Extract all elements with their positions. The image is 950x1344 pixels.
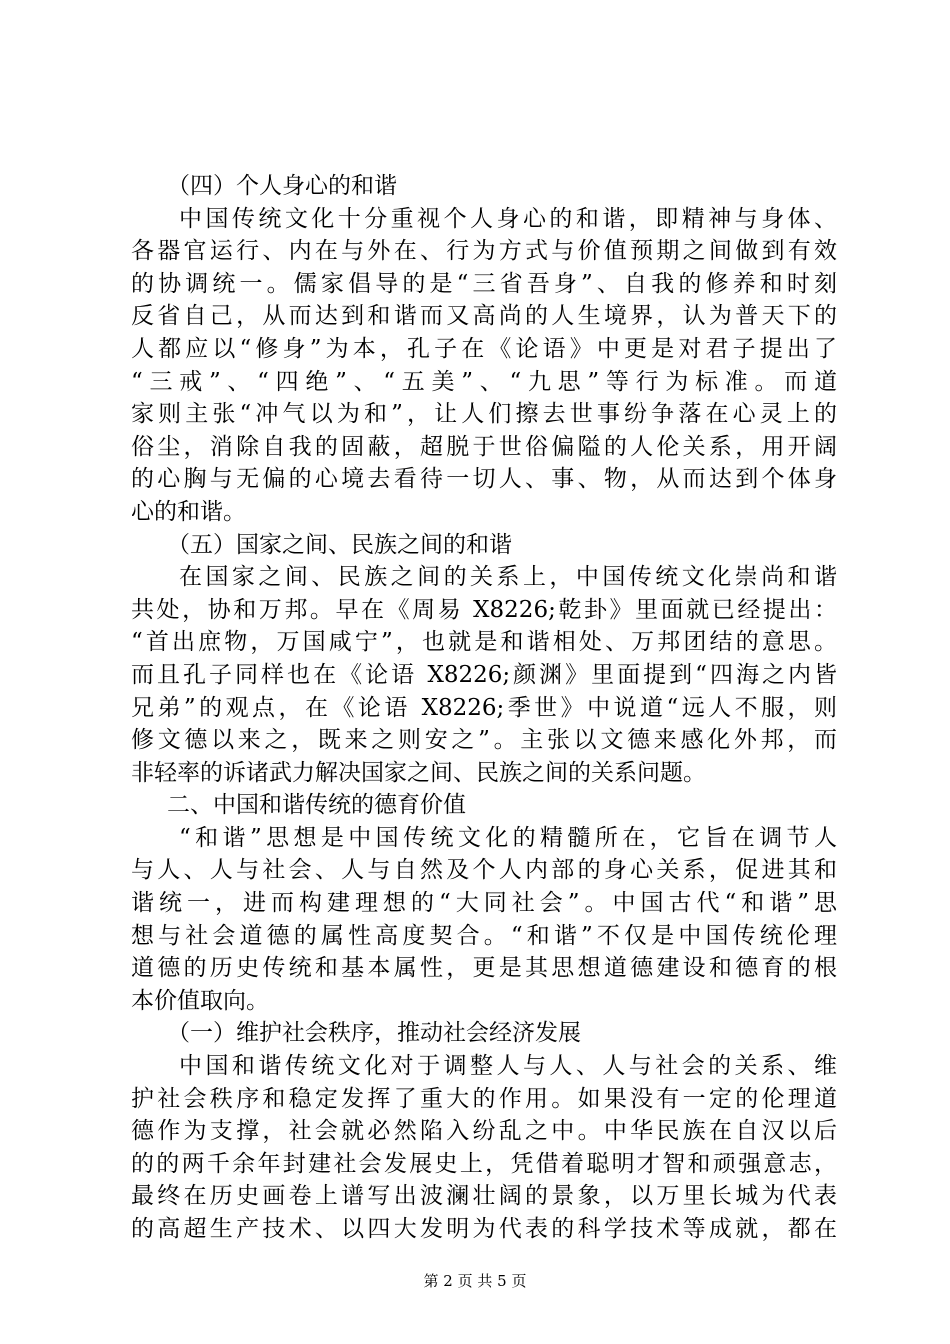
heading-nations-harmony: （五）国家之间、民族之间的和谐 — [167, 531, 512, 558]
paragraph-line: 想与社会道德的属性高度契合。“和谐”不仅是中国传统伦理 — [131, 922, 837, 949]
paragraph-line: 德作为支撑，社会就必然陷入纷乱之中。中华民族在自汉以后 — [131, 1118, 837, 1145]
paragraph-line: 道德的历史传统和基本属性，更是其思想道德建设和德育的根 — [131, 955, 837, 982]
paragraph-line: 反省自己，从而达到和谐而又高尚的人生境界，认为普天下的 — [131, 303, 837, 330]
paragraph-line: 本价值取向。 — [131, 987, 269, 1014]
paragraph-line: 俗尘，消除自我的固蔽，超脱于世俗偏隘的人伦关系，用开阔 — [131, 433, 837, 460]
paragraph-line: “首出庶物，万国咸宁”，也就是和谐相处、万邦团结的意思。 — [131, 629, 837, 656]
paragraph-line: 谐统一，进而构建理想的“大同社会”。中国古代“和谐”思 — [131, 890, 837, 917]
heading-section-two: 二、中国和谐传统的德育价值 — [167, 792, 466, 819]
paragraph-line: “和谐”思想是中国传统文化的精髓所在，它旨在调节人 — [179, 824, 837, 851]
paragraph-line: 的心胸与无偏的心境去看待一切人、事、物，从而达到个体身 — [131, 466, 837, 493]
paragraph-line: 中国和谐传统文化对于调整人与人、人与社会的关系、维 — [179, 1053, 837, 1080]
paragraph-line: 非轻率的诉诸武力解决国家之间、民族之间的关系问题。 — [131, 759, 706, 786]
paragraph-line: 兄弟”的观点，在《论语 X8226;季世》中说道“远人不服，则 — [131, 694, 837, 721]
document-body — [131, 170, 837, 1246]
paragraph-line: 而且孔子同样也在《论语 X8226;颜渊》里面提到“四海之内皆 — [131, 661, 837, 688]
paragraph-line: 人都应以“修身”为本，孔子在《论语》中更是对君子提出了 — [131, 335, 837, 362]
paragraph-line: “三戒”、“四绝”、“五美”、“九思”等行为标准。而道 — [131, 368, 837, 395]
paragraph-line: 最终在历史画卷上谱写出波澜壮阔的景象，以万里长城为代表 — [131, 1183, 837, 1210]
paragraph-line: 护社会秩序和稳定发挥了重大的作用。如果没有一定的伦理道 — [131, 1085, 837, 1112]
paragraph-line: 中国传统文化十分重视个人身心的和谐，即精神与身体、 — [179, 205, 837, 232]
paragraph-line: 的高超生产技术、以四大发明为代表的科学技术等成就，都在 — [131, 1216, 837, 1242]
paragraph-line: 在国家之间、民族之间的关系上，中国传统文化崇尚和谐 — [179, 564, 837, 591]
paragraph-line: 的协调统一。儒家倡导的是“三省吾身”、自我的修养和时刻 — [131, 270, 837, 297]
heading-personal-harmony: （四）个人身心的和谐 — [167, 173, 397, 199]
paragraph-line: 共处，协和万邦。早在《周易 X8226;乾卦》里面就已经提出： — [131, 596, 837, 623]
paragraph-line: 修文德以来之，既来之则安之”。主张以文德来感化外邦，而 — [131, 727, 837, 754]
paragraph-line: 家则主张“冲气以为和”，让人们擦去世事纷争落在心灵上的 — [131, 401, 837, 428]
paragraph-line: 与人、人与社会、人与自然及个人内部的身心关系，促进其和 — [131, 857, 837, 884]
page-number-footer: 第 2 页 共 5 页 — [423, 1272, 527, 1290]
heading-social-order: （一）维护社会秩序，推动社会经济发展 — [167, 1020, 581, 1047]
paragraph-line: 各器官运行、内在与外在、行为方式与价值预期之间做到有效 — [131, 238, 837, 265]
paragraph-line: 的的两千余年封建社会发展史上，凭借着聪明才智和顽强意志， — [131, 1150, 837, 1177]
paragraph-line: 心的和谐。 — [131, 498, 246, 525]
